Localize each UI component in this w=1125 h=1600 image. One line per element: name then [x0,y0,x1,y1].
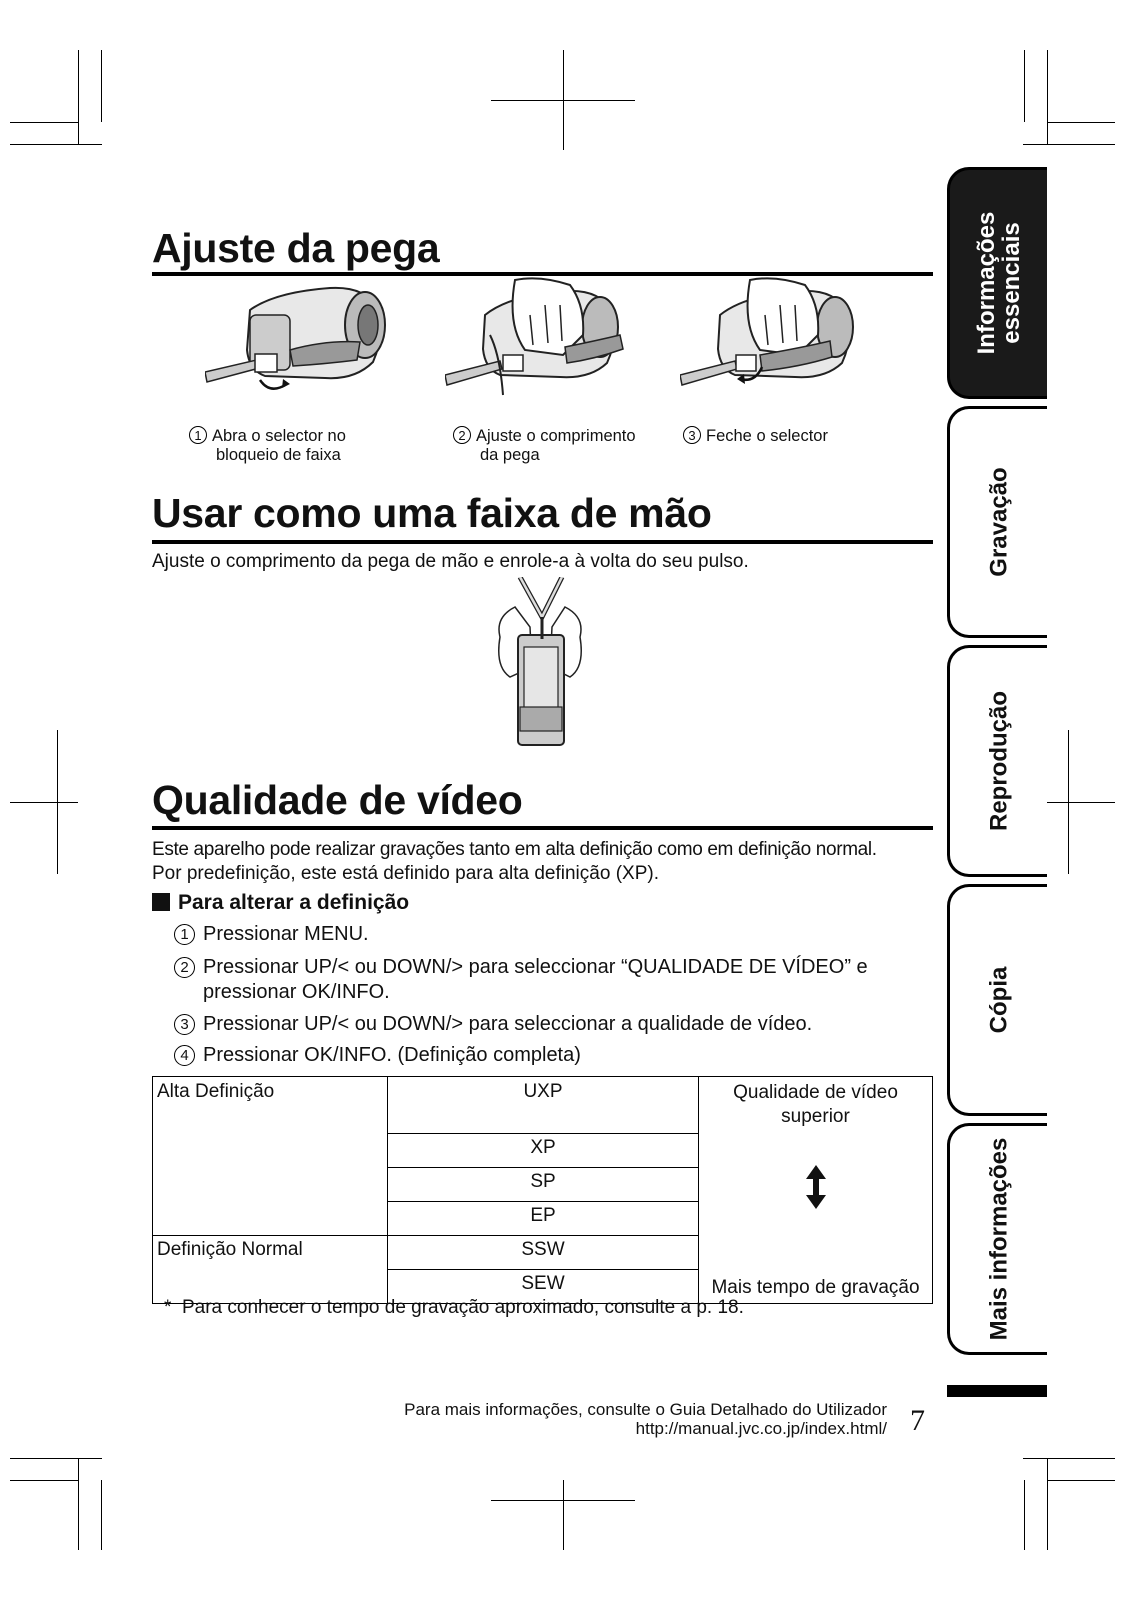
tab-end-bar [947,1385,1047,1397]
mode-cell: XP [388,1134,699,1168]
step-number: 3 [174,1014,195,1035]
grip-step-1-caption: 1 Abra o selector no bloqueio de faixa [189,426,346,465]
mode-cell: EP [388,1202,699,1236]
side-tab-more-info[interactable]: Mais informações [947,1123,1047,1355]
hand-strap-description: Ajuste o comprimento da pega de mão e enrole-a à volta do seu pulso. [152,551,749,572]
subheading: Para alterar a definição [152,890,409,916]
manual-url[interactable]: http://manual.jvc.co.jp/index.html/ [635,1419,887,1438]
grip-step-2-caption: 2 Ajuste o comprimento da pega [453,426,636,465]
video-quality-intro-line-2: Por predefinição, este está definido para alta definição (XP). [152,863,659,884]
video-quality-intro-line-1: Este aparelho pode realizar gravações tanto em alta definição como em definição normal. [152,839,877,860]
side-tab-copy[interactable]: Cópia [947,884,1047,1116]
grip-step-3-caption: 3 Feche o selector [683,426,828,446]
step-number: 1 [189,426,207,444]
step-number: 2 [174,957,195,978]
section-title-video-quality: Qualidade de vídeo [152,777,523,823]
mode-cell: SEW [388,1270,699,1304]
quality-scale-cell: Qualidade de vídeo superior Mais tempo de gravação [699,1077,933,1304]
step-number: 2 [453,426,471,444]
mode-cell: SP [388,1168,699,1202]
side-tab-essential-info[interactable]: Informações essenciais [947,167,1047,399]
footer-info: Para mais informações, consulte o Guia Detalhado do Utilizador http://manual.jvc.co.jp/index.html/ [404,1400,887,1438]
hand-strap-wrist-illustration [490,577,590,752]
side-tab-recording[interactable]: Gravação [947,406,1047,638]
title-rule [152,826,933,830]
camcorder-close-strap-illustration [680,275,870,405]
page-number: 7 [910,1404,925,1437]
section-title-hand-strap: Usar como uma faixa de mão [152,490,712,536]
group-cell: Alta Definição [153,1077,388,1236]
group-cell: Definição Normal [153,1236,388,1304]
square-bullet-icon [152,893,170,911]
camcorder-adjust-strap-illustration [445,275,635,405]
step-number: 3 [683,426,701,444]
side-tab-playback[interactable]: Reprodução [947,645,1047,877]
double-arrow-icon [805,1165,827,1209]
video-quality-table [152,1076,933,1304]
camcorder-open-strap-illustration [205,280,395,405]
section-title-grip: Ajuste da pega [152,225,440,271]
step-number: 4 [174,1045,195,1066]
step-number: 1 [174,924,195,945]
mode-cell: SSW [388,1236,699,1270]
footnote: * Para conhecer o tempo de gravação aproximado, consulte a p. 18. [164,1297,744,1318]
mode-cell: UXP [388,1077,699,1134]
title-rule [152,540,933,544]
